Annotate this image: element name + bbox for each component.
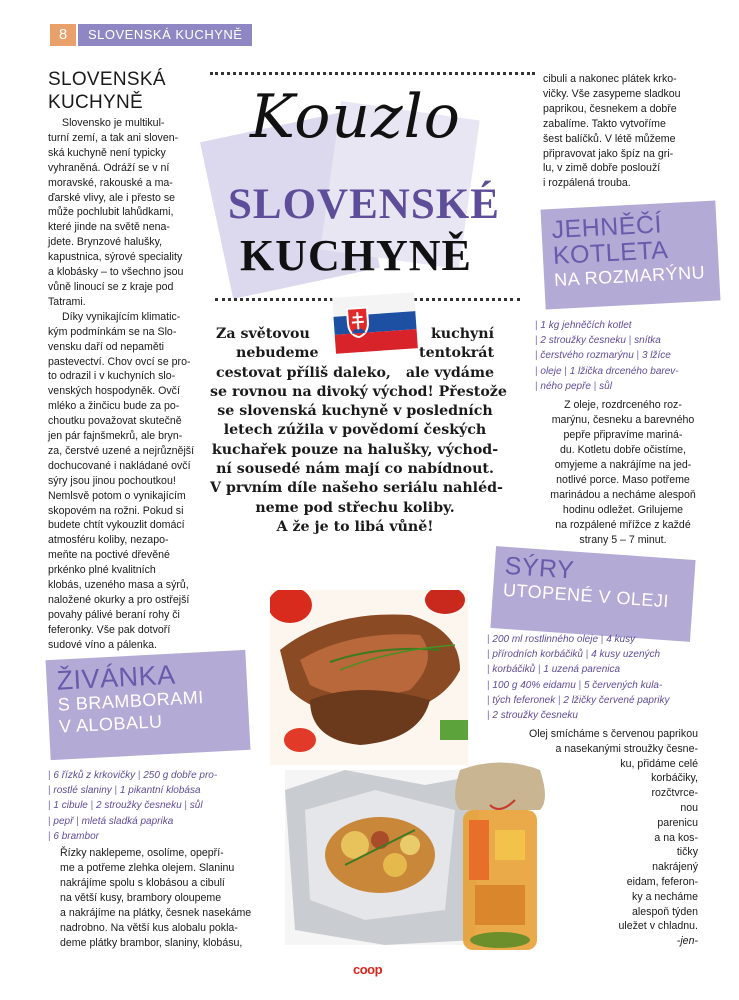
text-line: tičky <box>676 846 698 859</box>
ingredient-line: | 1 cibule | 2 stroužky česneku | sůl <box>48 800 203 812</box>
syry-instructions <box>490 727 698 949</box>
text-line: ďarské vlivy, ale i přesto se <box>48 191 176 204</box>
ingredient: pepř <box>53 815 77 827</box>
ingredient: 1 cibule <box>53 800 91 812</box>
ingredient: 2 stroužky česneku <box>492 710 578 722</box>
ingredient: 6 řízků z krkovičky <box>53 770 138 781</box>
text-line: může pochlubit lahůdkami, <box>48 206 174 219</box>
ingredient: 1 kg jehněčích kotlet <box>540 320 632 331</box>
text-line: marýnu, česneku a barevného <box>551 414 695 426</box>
ingredient-line: | oleje | 1 lžička drceného barev- <box>535 365 679 377</box>
ingredient: 1 uzená parenica <box>543 664 621 676</box>
ingredient: 250 g dobře pro- <box>143 770 218 781</box>
text-line: uležet v chladnu. <box>618 920 698 933</box>
syry-ingredients <box>487 632 697 723</box>
left-paragraph-1 <box>48 116 206 310</box>
left-paragraph-2 <box>48 310 206 653</box>
ingredient: 200 ml rostlinného oleje <box>492 634 601 645</box>
text-line: povahy pálivé beraní rohy či <box>48 608 180 621</box>
ingredient: 1 pikantní klobása <box>119 785 201 797</box>
text-line: marinádou a necháme alespoň <box>550 489 696 501</box>
text-line: které jinde na světě nena- <box>48 221 170 234</box>
text-line: a klobásky – to všechno jsou <box>48 266 184 279</box>
text-line: Slovensko je multikul- <box>62 117 165 129</box>
author-signature: -jen- <box>676 935 698 948</box>
text-line: a na kos- <box>654 831 698 844</box>
ingredient-line: | 6 brambor <box>48 830 99 842</box>
text-line: feferonky. Vše pak dotvoří <box>48 623 171 636</box>
text-line: Nemlsvě potom o vynikajícím <box>48 489 186 502</box>
text-line: vůně linoucí se z kraje pod <box>48 280 174 293</box>
ingredient-line: | 200 ml rostlinného oleje | 4 kusy <box>487 634 636 645</box>
ingredient: 5 červených kula- <box>583 679 663 691</box>
title-kuchyne: KUCHYNĚ <box>240 231 472 280</box>
text-line: turní zemí, a tak ani sloven- <box>48 131 179 144</box>
title-slovenske: SLOVENSKÉ <box>228 181 500 228</box>
text-line: jen pár fajnšmekrů, ale bryn- <box>48 430 183 443</box>
jehneci-ingredients <box>535 318 715 394</box>
text-line: korbáčiky, <box>651 772 698 785</box>
ingredient-line: | 100 g 40% eidamu | 5 červených kula- <box>487 679 663 691</box>
text-line: cibuli a nakonec plátek krko- <box>543 73 677 85</box>
ingredient: 1 lžička drceného barev- <box>569 365 679 377</box>
text-line: ky a necháme <box>632 890 698 903</box>
text-line: to odrazil i v kuchyních slo- <box>48 370 176 383</box>
text-line: prkénko plné kvalitních <box>48 564 156 577</box>
jehneci-instructions <box>528 398 718 548</box>
ingredient: 4 kusy uzených <box>591 649 661 661</box>
text-line: meňte na poctivé dřevěné <box>48 549 170 562</box>
text-line: šest balíčků. V létě můžeme <box>543 132 676 145</box>
text-line: me a potřeme zlehka olejem. Slaninu <box>60 862 235 874</box>
text-line: Olej smícháme s červenou paprikou <box>529 728 698 740</box>
ingredient: mletá sladká paprika <box>81 815 174 827</box>
ingredient: ného pepře <box>540 380 594 392</box>
text-line: na větší kusy, brambory oloupeme <box>60 892 222 904</box>
dotted-divider <box>210 72 535 75</box>
text-line: deme plátky brambor, slaniny, klobásu, <box>60 937 243 949</box>
ingredient: 2 lžičky červené papriky <box>563 694 670 706</box>
ingredient: sůl <box>189 800 203 812</box>
text-line: mléko a žinčicu bude za po- <box>48 400 180 413</box>
text-line: pastevectví. Chov ovcí se pro- <box>48 355 191 368</box>
text-line: du. Kotletu dobře očistíme, <box>559 444 687 456</box>
banner-zivanka: ŽIVÁNKA S BRAMBORAMI V ALOBALU <box>46 650 251 760</box>
text-line: notlivé porce. Maso potřeme <box>556 474 690 486</box>
ingredient-line: | 1 kg jehněčích kotlet <box>535 320 632 331</box>
text-line: nadrobno. Na větší kus alobalu pokla- <box>60 922 238 934</box>
section-label: SLOVENSKÁ KUCHYNĚ <box>78 24 252 46</box>
text-line: a nakrájíme na plátky, česnek nasekáme <box>60 907 252 919</box>
ingredient: 2 stroužky česneku <box>96 800 185 812</box>
text-line: lu, v zimě dobře poslouží <box>543 162 661 175</box>
ingredient-line: | čerstvého rozmarýnu | 3 lžíce <box>535 350 671 362</box>
text-line: klobás, uzeného masa a sýrů, <box>48 579 189 592</box>
text-line: vyhraněná. Odráží se v ní <box>48 161 170 174</box>
text-line: choutku považovat skutečně <box>48 415 182 428</box>
text-line: na rozpálené mřížce z každé <box>555 519 691 531</box>
text-line: kým podmínkám se na Slo- <box>48 325 177 338</box>
lamb-photo <box>270 590 468 765</box>
text-line: venských hospodyněk. Ovčí <box>48 385 180 398</box>
banner-syry: SÝRY UTOPENÉ V OLEJI <box>490 546 695 642</box>
ingredient-line: | přírodních korbáčiků | 4 kusy uzených <box>487 649 661 661</box>
text-line: vičky. Vše zasypeme sladkou <box>543 87 681 100</box>
text-line: i rozpálená trouba. <box>543 177 631 190</box>
text-line: skopovém na rožni. Pokud si <box>48 504 184 517</box>
text-line: alespoň týden <box>632 905 698 918</box>
ingredient-line: | korbáčiků | 1 uzená parenica <box>487 664 621 676</box>
ingredient: rostlé slaniny <box>53 785 115 797</box>
intro-paragraph: Za světovou kuchyní nebudeme tentokrát cestovat příliš daleko, ale vydáme se rovnou na divoký východ! Přestože se slovenská kuchyně v posledních letech zúžila v povědomí českých kuchařek pouze na halušky, východ- ní sousedé nám mají co nabídnout. V prvním díle našeho seriálu nahléd- neme pod střechu koliby. A že je to libá vůně! <box>210 326 507 535</box>
text-line: připravovat jako špíz na gri- <box>543 147 674 160</box>
ingredient: 6 brambor <box>53 830 99 842</box>
ingredient-line: | tých feferonek | 2 lžičky červené papriky <box>487 694 670 706</box>
ingredient: přírodních korbáčiků <box>492 649 586 661</box>
ingredient: snítka <box>634 335 661 347</box>
text-line: sýry jsou jinou pochoutkou! <box>48 474 176 487</box>
ingredient: 2 stroužky česneku <box>540 335 629 347</box>
ingredient: 4 kusy <box>606 634 636 645</box>
text-line: Z oleje, rozdrceného roz- <box>564 399 682 411</box>
text-line: a nasekanými stroužky česne- <box>555 742 698 755</box>
text-line: Řízky naklepeme, osolíme, opepří- <box>60 847 224 859</box>
text-line: moravské, rakouské a ma- <box>48 176 173 189</box>
text-line: vensku daří od nepaměti <box>48 340 165 353</box>
text-line: paprikou, česnekem a dobře <box>543 102 677 115</box>
text-line: ku, přidáme celé <box>620 757 698 770</box>
zivanka-instructions <box>60 846 270 951</box>
text-line: Tatrami. <box>48 295 86 308</box>
page-number: 8 <box>50 24 76 46</box>
ingredient: 3 lžíce <box>641 350 671 362</box>
text-line: strany 5 – 7 minut. <box>579 534 667 546</box>
text-line: eidam, feferon- <box>626 875 698 888</box>
text-line: pepře připravíme mariná- <box>563 429 683 441</box>
text-line: zabalíme. Takto vytvoříme <box>543 117 666 130</box>
text-line: sudové víno a pálenka. <box>48 638 157 651</box>
banner-jehneci: JEHNĚČÍ KOTLETA NA ROZMARÝNU <box>541 200 721 309</box>
ingredient: tých feferonek <box>492 694 558 706</box>
text-line: atmosféru koliby, nezapo- <box>48 534 169 547</box>
text-line: Díky vynikajícím klimatic- <box>62 310 181 323</box>
ingredient: korbáčiků <box>492 664 538 676</box>
text-line: nou <box>680 801 698 814</box>
ingredient: 100 g 40% eidamu <box>492 679 579 691</box>
right-top-text <box>543 72 703 191</box>
coop-logo: coop <box>353 962 383 977</box>
text-line: dochucované i nakládané ovčí <box>48 459 191 472</box>
text-line: omyjeme a nakrájíme na jed- <box>554 459 692 471</box>
ingredient: sůl <box>599 380 612 392</box>
ingredient: oleje <box>540 365 565 377</box>
ingredient-line: | 2 stroužky česneku <box>487 710 578 722</box>
text-line: nakrájený <box>652 861 698 874</box>
ingredient-line: | ného pepře | sůl <box>535 380 612 392</box>
left-title: SLOVENSKÁ KUCHYNĚ <box>48 69 166 113</box>
title-kouzlo: Kouzlo <box>250 82 461 152</box>
text-line: ská kuchyně není typicky <box>48 146 166 159</box>
text-line: parenicu <box>657 816 698 829</box>
text-line: budete chtít vykouzlit domácí <box>48 519 185 532</box>
left-column <box>48 68 206 653</box>
ingredient: čerstvého rozmarýnu <box>540 350 637 362</box>
text-line: jdete. Brynzové halušky, <box>48 236 163 249</box>
zivanka-ingredients <box>48 768 258 844</box>
text-line: hodinu odležet. Grilujeme <box>562 504 684 516</box>
ingredient-line: | rostlé slaniny | 1 pikantní klobása <box>48 785 201 797</box>
text-line: kapustnica, sýrové speciality <box>48 251 183 264</box>
text-line: nakrájíme spolu s klobásou a cibulí <box>60 877 225 889</box>
ingredient-line: | 6 řízků z krkovičky | 250 g dobře pro- <box>48 770 218 781</box>
text-line: rozčtvrce- <box>651 787 698 800</box>
ingredient-line: | pepř | mletá sladká paprika <box>48 815 174 827</box>
text-line: za, čerstvé uzené a nejrůznější <box>48 444 195 457</box>
ingredient-line: | 2 stroužky česneku | snítka <box>535 335 661 347</box>
text-line: naložené okurky a pro ostřejší <box>48 594 190 606</box>
